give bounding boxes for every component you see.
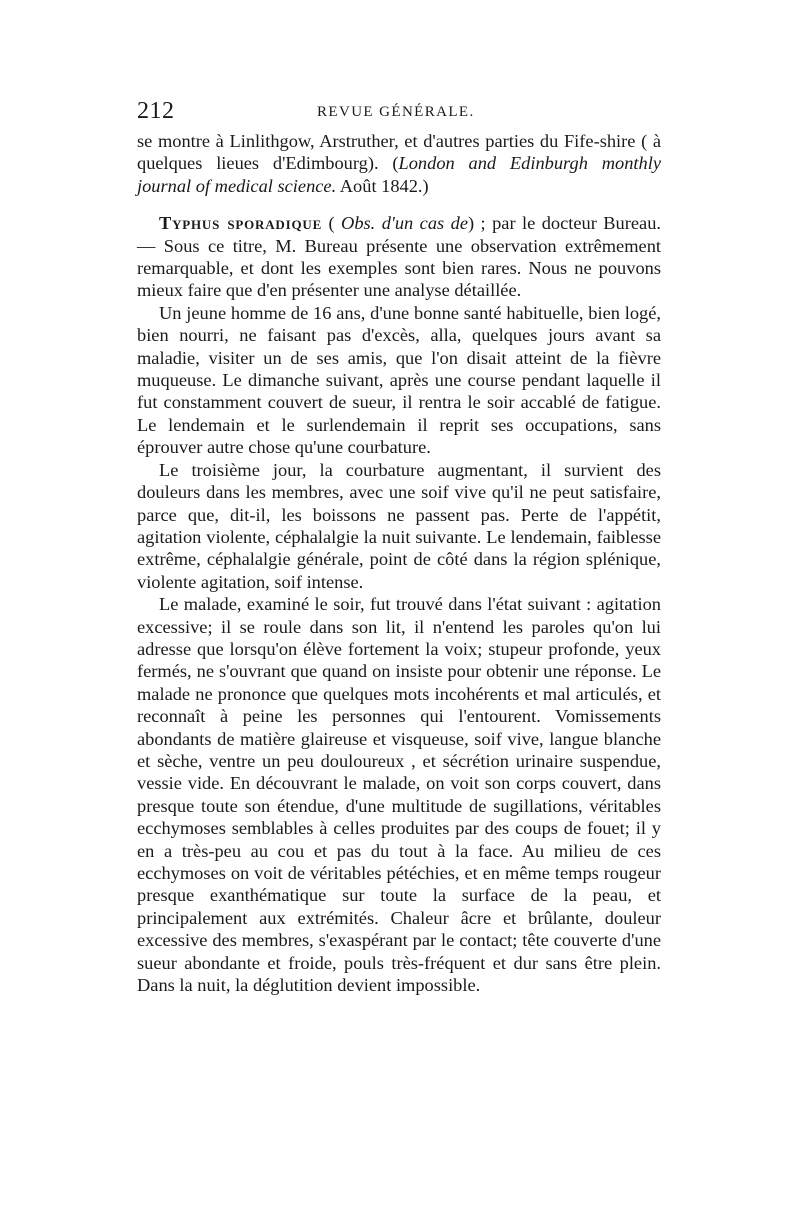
running-head: REVUE GÉNÉRALE. bbox=[317, 104, 475, 120]
paragraph-text: ( bbox=[322, 213, 342, 234]
paragraph: Le troisième jour, la courbature augmentant, il survient des douleurs dans les membres, avec une soif vive qu'il ne peut satisfaire, parce que, dit-il, les boissons ne passent pas. Perte de l'appétit, agitation violente, céphalalgie la nuit suivante. Le lendemain, faiblesse extrême, céphalalgie générale, point de côté dans la région splénique, violente agitation, soif intense. bbox=[137, 459, 661, 592]
page-number: 212 bbox=[137, 98, 175, 124]
journal-citation: London and Edinburgh monthly journal of medical science. bbox=[137, 153, 661, 196]
page-header bbox=[137, 96, 661, 126]
body-text bbox=[137, 130, 661, 996]
section-subtitle: Obs. d'un cas de bbox=[341, 213, 468, 234]
paragraph-continuation bbox=[137, 130, 661, 197]
paragraph: Un jeune homme de 16 ans, d'une bonne santé habituelle, bien logé, bien nourri, ne faisant pas d'excès, alla, quelques jours avant sa maladie, visiter un de ses amis, que l'on disait atteint de la fièvre muqueuse. Le dimanche suivant, après une course pendant laquelle il fut constamment couvert de sueur, il rentra le soir accablé de fatigue. Le lendemain et le surlendemain il reprit ses occupations, sans éprouver autre chose qu'une courbature. bbox=[137, 302, 661, 458]
section-typhus-sporadique bbox=[137, 212, 661, 302]
paragraph: Le malade, examiné le soir, fut trouvé dans l'état suivant : agitation excessive; il se roule dans son lit, il n'entend les paroles qu'on lui adresse que lorsqu'on élève fortement la voix; stupeur profonde, yeux fermés, ne s'ouvrant que quand on insiste pour obtenir une réponse. Le malade ne prononce que quelques mots incohérents et mal articulés, et reconnaît à peine les personnes qui l'entourent. Vomissements abondants de matière glaireuse et visqueuse, soif vive, langue blanche et sèche, ventre un peu douloureux , et sécrétion urinaire suspendue, vessie vide. En découvrant le malade, on voit son corps couvert, dans presque toute son étendue, d'une multitude de sugillations, véritables ecchymoses semblables à celles produites par des coups de fouet; il y en a très-peu au cou et pas du tout à la face. Au milieu de ces ecchymoses on voit de véritables pétéchies, et en même temps rougeur presque exanthématique sur toute la surface de la peau, et principalement aux extrémités. Chaleur âcre et brûlante, douleur excessive des membres, s'exaspérant par le contact; tête couverte d'une sueur abondante et froide, pouls très-fréquent et dur sans être plein. Dans la nuit, la déglutition devient impossible. bbox=[137, 594, 661, 996]
paragraph-text: se montre à Linlithgow, Arstruther, et d'autres parties du Fife-shire ( à quelques lieues d'Edimbourg). ( bbox=[137, 131, 661, 174]
paragraph-text: Août 1842.) bbox=[336, 175, 429, 196]
paragraph-text: ) ; par le docteur Bureau. — Sous ce titre, M. Bureau présente une observation extrêmement remarquable, et dont les exemples sont bien rares. Nous ne pouvons mieux faire que d'en présenter une analyse détaillée. bbox=[137, 213, 662, 301]
section-heading: Typhus sporadique bbox=[159, 213, 323, 234]
